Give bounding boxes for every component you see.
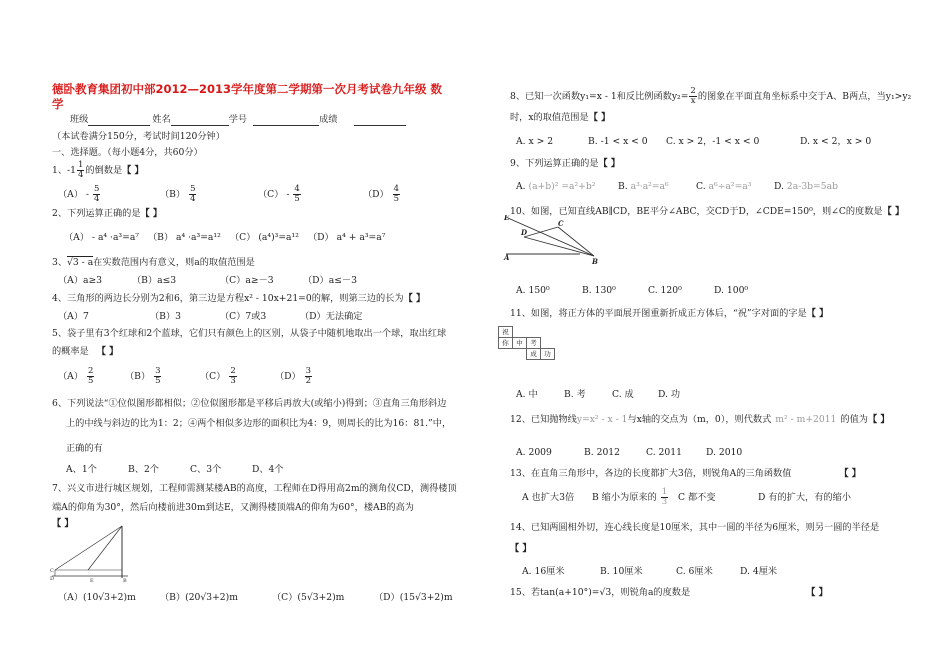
label-d: D (521, 228, 528, 237)
q1-option-b[interactable]: （B） $\frac{5}{4}$ (160, 184, 196, 204)
q11-stem: 11、如图，将正方体的平面展开图重新折成正方体后，“祝”字对面的字是【 】 (510, 308, 829, 319)
q14-option-c[interactable]: C. 6厘米 (676, 566, 713, 577)
q12-option-c[interactable]: C. 2011 (646, 447, 682, 458)
q13-option-b[interactable]: B 缩小为原来的 $\frac{1}{3}$ (592, 487, 668, 507)
q8-stem: 8、已知一次函数y₁=x - 1和反比例函数y₂= $\frac{2}{x}$ 的图象在平面直角坐标系中交于A、B两点，当y₁>y₂ (510, 86, 912, 106)
q7-option-b[interactable]: （B）(20√3+2)m (160, 592, 238, 603)
q9-option-a[interactable]: A. (a+b)² =a²+b² (516, 181, 596, 192)
q13-option-a[interactable]: A 也扩大3倍 (522, 492, 575, 503)
q9-option-d[interactable]: D. 2a-3b=5ab (774, 181, 838, 192)
q4-option-c[interactable]: （C）7或3 (220, 311, 267, 322)
exam-title-cont: 学 (52, 97, 64, 111)
svg-text:B: B (123, 578, 127, 584)
cube-cell: 你 (499, 338, 513, 349)
q4-stem: 4、三角形的两边长分别为2和6，第三边是方程x² - 10x+21=0的解，则第三边的长为【 】 (52, 293, 426, 304)
q13-stem: 13、在直角三角形中，各边的长度都扩大3倍，则锐角A的三角函数值 【 】 (510, 468, 861, 479)
q11-option-d[interactable]: D. 功 (658, 389, 681, 400)
q14-option-d[interactable]: D. 4厘米 (740, 566, 778, 577)
q3-option-c[interactable]: （C）a≥－3 (220, 275, 274, 286)
id-field[interactable] (253, 116, 319, 126)
q9-option-c[interactable]: C. a⁶÷a²=a³ (696, 181, 752, 192)
q2-option-b[interactable]: （B） a⁴ ·a³=a¹² (148, 232, 221, 243)
cube-cell: 考 (527, 338, 541, 349)
q1-option-d[interactable]: （D） $\frac{4}{5}$ (363, 184, 400, 204)
q1-fraction: $\frac{1}{4}$ (78, 160, 84, 180)
q9-option-b[interactable]: B. a³·a²=a⁶ (618, 181, 669, 192)
cube-cell: 中 (513, 338, 527, 349)
svg-text:C: C (50, 568, 54, 574)
q8-option-b[interactable]: B. -1 < x < 0 (588, 136, 648, 147)
q4-option-d[interactable]: （D）无法确定 (300, 311, 363, 322)
cube-cell: 功 (541, 349, 555, 360)
q14-stem: 14、已知两圆相外切，连心线长度是10厘米，其中一圆的半径为6厘米，则另一圆的半径是 (510, 522, 880, 533)
q2-option-d[interactable]: （D） a⁴ + a³=a⁷ (308, 232, 386, 243)
score-field[interactable] (354, 116, 406, 126)
q6-stem-2: 上的中线与斜边的比为1：2；④两个相似多边形的面积比为4：9，则周长的比为16：81.”中， (66, 418, 452, 429)
q2-option-a[interactable]: （A） - a⁴ ·a³=a⁷ (64, 232, 139, 243)
q9-stem: 9、下列运算正确的是【 】 (510, 158, 621, 169)
q4-option-a[interactable]: （A）7 (58, 311, 89, 322)
q13-option-d[interactable]: D 有的扩大，有的缩小 (758, 492, 851, 503)
label-e: E (504, 215, 510, 222)
q6-option-c[interactable]: C、3个 (190, 464, 222, 475)
q3-option-a[interactable]: （A）a≥3 (58, 275, 103, 286)
q14-option-a[interactable]: A. 16厘米 (522, 566, 565, 577)
q10-option-d[interactable]: D. 100⁰ (714, 285, 749, 296)
q1-option-a[interactable]: （A） - $\frac{5}{4}$ (58, 184, 100, 204)
q1-option-c[interactable]: （C） - $\frac{4}{5}$ (258, 184, 300, 204)
q7-stem: 7、兴义市进行城区规划，工程师需测某楼AB的高度，工程师在D得用高2m的测角仪CD，测得楼顶 (52, 483, 457, 494)
name-label: 姓名 (152, 114, 171, 125)
answer-bracket: 【 】 (122, 164, 144, 176)
q5-option-a[interactable]: （A） $\frac{2}{5}$ (58, 366, 94, 386)
q8-stem-2: 时，x的取值范围是【 】 (510, 112, 611, 123)
q7-stem-2: 端A的仰角为30°，然后向楼前进30m到达E，又测得楼顶端A的仰角为60°，楼AB的高为 (52, 502, 414, 513)
q6-stem-3: 正确的有 (66, 443, 103, 454)
q11-option-c[interactable]: C. 成 (612, 389, 634, 400)
q6-option-d[interactable]: D、4个 (252, 464, 284, 475)
q5-option-d[interactable]: （D） $\frac{3}{2}$ (275, 366, 312, 386)
q8-option-d[interactable]: D. x < 2，x > 0 (800, 136, 872, 147)
score-label: 成绩 (319, 114, 338, 125)
q10-option-c[interactable]: C. 120⁰ (648, 285, 682, 296)
q12-option-a[interactable]: A. 2009 (516, 447, 552, 458)
q7-option-c[interactable]: （C）(5√3+2)m (272, 592, 345, 603)
id-label: 学号 (228, 114, 248, 125)
svg-text:D: D (50, 576, 55, 582)
q14-bracket: 【 】 (510, 543, 532, 554)
class-label: 班级 (70, 114, 89, 125)
q7-bracket: 【 】 (52, 518, 74, 529)
q14-option-b[interactable]: B. 10厘米 (600, 566, 643, 577)
class-field[interactable] (88, 116, 150, 126)
q5-stem-cont: 的概率是 【 】 (52, 346, 119, 357)
q6-stem: 6、下列说法“①位似图形都相似；②位似图形都是平移后再放大(或缩小)得到；③直角三角形斜边 (52, 398, 447, 409)
q8-option-a[interactable]: A. x > 2 (516, 136, 554, 147)
exam-title: 德卧教育集团初中部2012—2013学年度第二学期第一次月考试卷九年级 数 (52, 82, 443, 96)
q12-option-d[interactable]: D. 2010 (706, 447, 743, 458)
q8-option-c[interactable]: C. x > 2，-1 < x < 0 (666, 136, 760, 147)
q12-stem: 12、已知抛物线y=x² - x - 1与x轴的交点为（m，0），则代数式 m² - m+2011 的值为【 】 (510, 414, 890, 425)
q5-option-c[interactable]: （C） $\frac{2}{3}$ (200, 366, 236, 386)
student-info-row (70, 114, 406, 126)
section-heading: 一、选择题。（每小题4分，共60分） (52, 147, 203, 158)
q3-option-b[interactable]: （B）a≤3 (132, 275, 177, 286)
q3-option-d[interactable]: （D）a≤－3 (303, 275, 357, 286)
q10-option-b[interactable]: B. 130⁰ (582, 285, 616, 296)
label-a: A (504, 253, 510, 262)
q10-stem: 10、如图，已知直线AB∥CD，BE平分∠ABC，交CD于D，∠CDE=150⁰，则∠C的度数是【 】 (510, 206, 905, 217)
q7-figure (50, 524, 140, 584)
cube-cell: 成 (527, 349, 541, 360)
q5-stem: 5、袋子里有3个红球和2个蓝球，它们只有颜色上的区别，从袋子中随机地取出一个球，取出红球 (52, 328, 447, 339)
q6-option-a[interactable]: A、1个 (66, 464, 97, 475)
q5-option-b[interactable]: （B） $\frac{3}{5}$ (125, 366, 161, 386)
q11-option-a[interactable]: A. 中 (516, 389, 538, 400)
q12-option-b[interactable]: B. 2012 (584, 447, 620, 458)
q15-stem: 15、若tan(a+10°)=√3，则锐角a的度数是 【 】 (510, 587, 828, 598)
svg-text:E: E (90, 578, 94, 584)
q10-figure (502, 215, 612, 275)
cube-cell: 祝 (499, 327, 513, 338)
q7-option-a[interactable]: （A）(10√3+2)m (58, 592, 136, 603)
q11-option-b[interactable]: B. 考 (564, 389, 586, 400)
q2-stem: 2、下列运算正确的是【 】 (52, 208, 163, 219)
label-c: C (558, 219, 564, 228)
q2-option-c[interactable]: （C） (a⁴)³=a¹² (230, 232, 299, 243)
exam-note: （本试卷满分150分，考试时间120分钟） (52, 131, 225, 142)
q3-stem: 3、√3 - a在实数范围内有意义，则a的取值范围是 (52, 257, 255, 268)
q7-option-d[interactable]: （D）(15√3+2)m (374, 592, 453, 603)
q10-option-a[interactable]: A. 150⁰ (516, 285, 550, 296)
q13-option-c[interactable]: C 都不变 (678, 492, 716, 503)
label-b: B (592, 257, 598, 266)
q6-option-b[interactable]: B、2个 (128, 464, 159, 475)
q1-stem: 1、-1 $\frac{1}{4}$ 的倒数是【 】 (52, 160, 144, 180)
name-field[interactable] (171, 116, 229, 126)
q11-net-figure (498, 326, 555, 360)
q4-option-b[interactable]: （B）3 (150, 311, 181, 322)
